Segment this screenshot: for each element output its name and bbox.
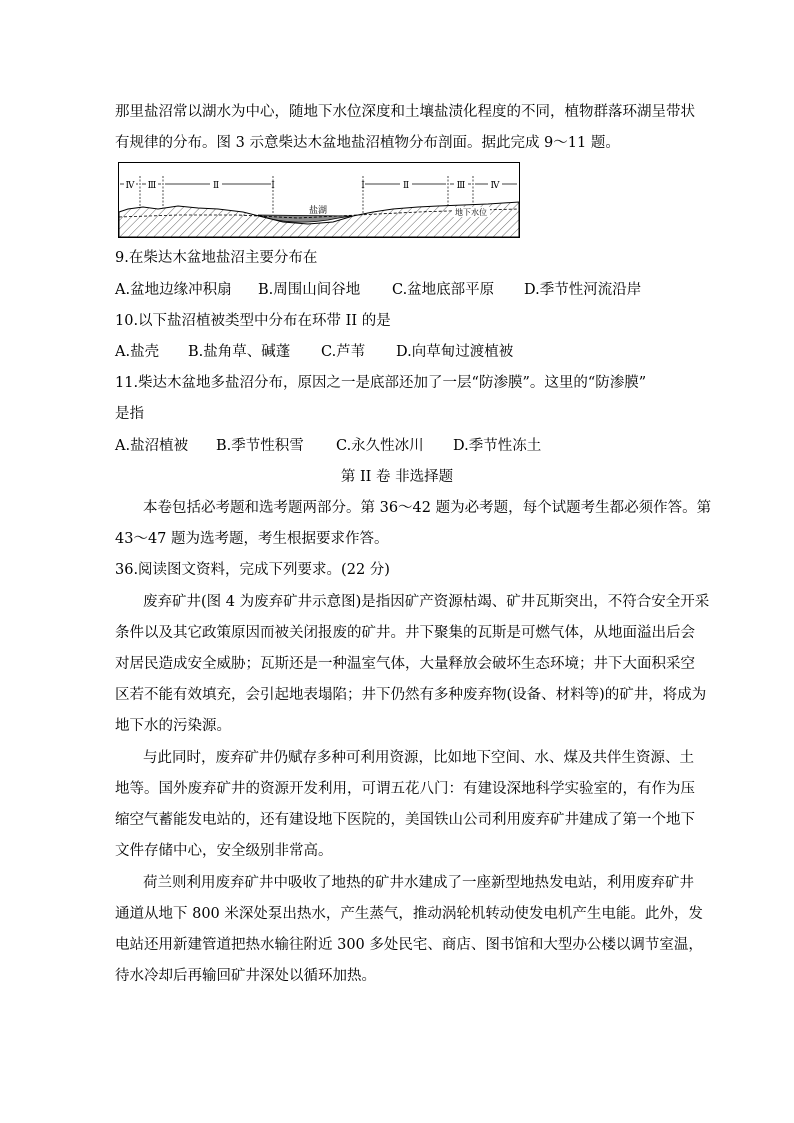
section-intro-line-2: 43～47 题为选考题，考生根据要求作答。 <box>115 531 389 547</box>
question-11-stem-line-2: 是指 <box>115 406 144 422</box>
option-b: B.盐角草、碱蓬 <box>188 344 291 360</box>
option-a: A.盆地边缘冲积扇 <box>115 282 232 298</box>
zone-label-right-1: Ⅰ <box>361 181 365 191</box>
paragraph-3-line-1: 荷兰则利用废弃矿井中吸收了地热的矿井水建成了一座新型地热发电站，利用废弃矿井 <box>143 875 694 891</box>
paragraph-3-line-2: 通道从地下 800 米深处泵出热水，产生蒸气，推动涡轮机转动使发电机产生电能。此外，发 <box>115 906 703 922</box>
paragraph-1-line-2: 条件以及其它政策原因而被关闭报废的矿井。井下聚集的瓦斯是可燃气体，从地面溢出后会 <box>115 625 695 641</box>
option-d: D.季节性冻土 <box>453 438 542 454</box>
option-a: A.盐沼植被 <box>115 438 189 454</box>
question-36-title: 36.阅读图文资料，完成下列要求。(22 分) <box>115 562 390 578</box>
salt-lake-label: 盐湖 <box>308 206 328 216</box>
zone-label-left-4: Ⅳ <box>125 181 135 191</box>
option-c: C.芦苇 <box>321 344 366 360</box>
intro-line-2: 有规律的分布。图 3 示意柴达木盆地盐沼植物分布剖面。据此完成 9～11 题。 <box>115 135 620 151</box>
zone-label-right-3: Ⅲ <box>456 181 466 191</box>
salt-marsh-profile-figure <box>118 162 520 238</box>
paragraph-3-line-3: 电站还用新建管道把热水输往附近 300 多处民宅、商店、图书馆和大型办公楼以调节室温， <box>115 937 703 953</box>
option-a: A.盐壳 <box>115 344 160 360</box>
zone-label-left-3: Ⅲ <box>147 181 157 191</box>
paragraph-2-line-1: 与此同时，废弃矿井仍赋存多种可利用资源，比如地下空间、水、煤及共伴生资源、土 <box>143 750 694 766</box>
question-9-stem: 9.在柴达木盆地盐沼主要分布在 <box>115 250 318 266</box>
option-b: B.周围山间谷地 <box>258 282 361 298</box>
intro-line-1: 那里盐沼常以湖水为中心，随地下水位深度和土壤盐渍化程度的不同，植物群落环湖呈带状 <box>115 104 695 120</box>
section-title: 第 II 卷 非选择题 <box>340 469 454 485</box>
paragraph-2-line-4: 文件存储中心，安全级别非常高。 <box>115 843 333 859</box>
option-c: C.盆地底部平原 <box>392 282 495 298</box>
paragraph-2-line-3: 缩空气蓄能发电站的，还有建设地下医院的，美国铁山公司利用废弃矿井建成了第一个地下 <box>115 812 695 828</box>
zone-label-right-2: Ⅱ <box>402 181 410 191</box>
paragraph-1-line-1: 废弃矿井(图 4 为废弃矿井示意图)是指因矿产资源枯竭、矿井瓦斯突出，不符合安全开采 <box>143 594 710 610</box>
option-b: B.季节性积雪 <box>216 438 304 454</box>
paragraph-2-line-2: 地等。国外废弃矿井的资源开发利用，可谓五花八门：有建设深地科学实验室的，有作为压 <box>115 781 695 797</box>
question-10-stem: 10.以下盐沼植被类型中分布在环带 II 的是 <box>115 313 391 329</box>
paragraph-1-line-5: 地下水的污染源。 <box>115 718 231 734</box>
option-d: D.季节性河流沿岸 <box>524 282 642 298</box>
zone-label-left-2: Ⅱ <box>212 181 220 191</box>
question-11-stem-line-1: 11.柴达木盆地多盐沼分布，原因之一是底部还加了一层“防渗膜”。这里的“防渗膜” <box>115 375 647 391</box>
paragraph-1-line-4: 区若不能有效填充，会引起地表塌陷；井下仍然有多种废弃物(设备、材料等)的矿井，将成为 <box>115 687 707 703</box>
zone-label-left-1: Ⅰ <box>271 181 275 191</box>
section-intro-line-1: 本卷包括必考题和选考题两部分。第 36～42 题为必考题，每个试题考生都必须作答。第 <box>143 500 712 516</box>
water-table-label: 地下水位 <box>455 208 487 217</box>
option-c: C.永久性冰川 <box>336 438 424 454</box>
option-d: D.向草甸过渡植被 <box>396 344 514 360</box>
paragraph-1-line-3: 对居民造成安全威胁；瓦斯还是一种温室气体，大量释放会破坏生态环境；井下大面积采空 <box>115 656 695 672</box>
zone-label-right-4: Ⅳ <box>490 181 500 191</box>
paragraph-3-line-4: 待水冷却后再输回矿井深处以循环加热。 <box>115 968 376 984</box>
